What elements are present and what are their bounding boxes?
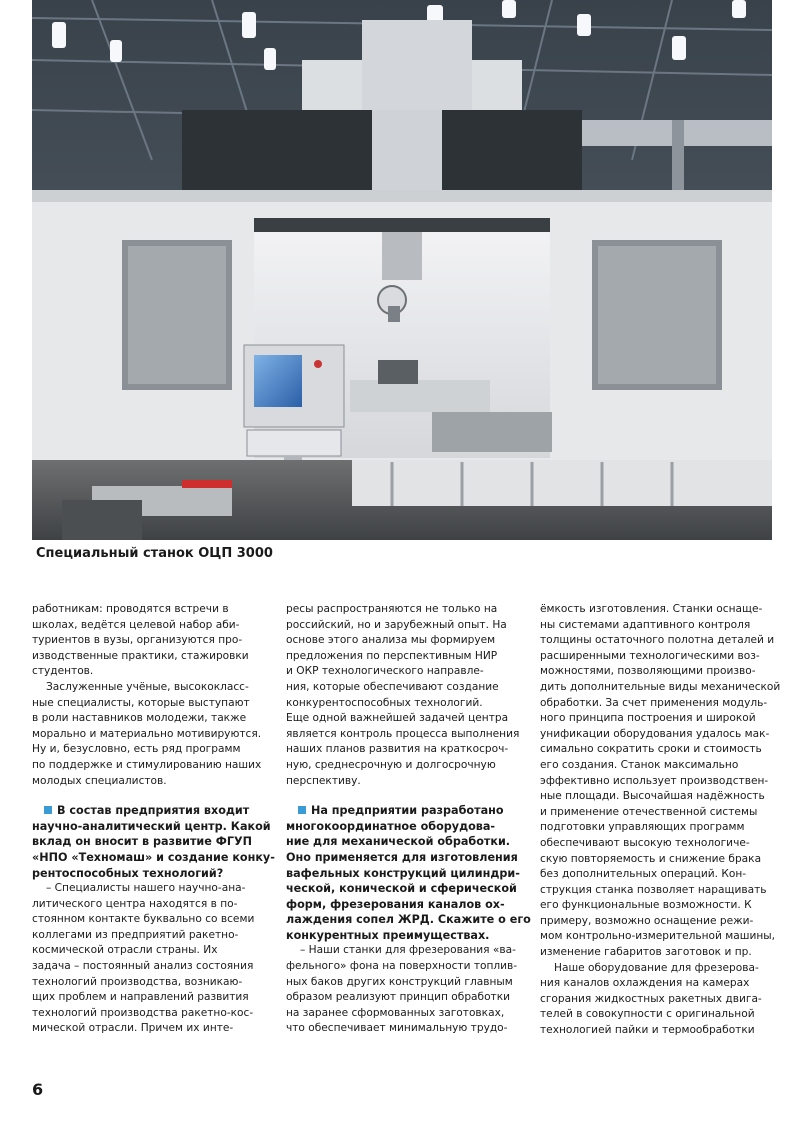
- question-line: ческой, конической и сферической: [286, 882, 517, 896]
- paragraph-gap: [32, 789, 252, 803]
- text-line: технологий производства, возникаю-: [32, 975, 243, 988]
- question-line: рентоспособных технологий?: [32, 866, 224, 880]
- square-bullet-icon: [44, 806, 52, 814]
- text-line: ную, среднесрочную и долгосрочную: [286, 758, 496, 771]
- question-line: [286, 803, 506, 819]
- text-line: космической отрасли страны. Их: [32, 944, 218, 957]
- text-line: ны системами адаптивного контроля: [540, 618, 751, 631]
- text-line: Наше оборудование для фрезерова-: [554, 961, 759, 974]
- machine-photo-illustration: [32, 0, 772, 540]
- text-line: его создания. Станок максимально: [540, 758, 739, 771]
- text-line: ных баков других конструкций главным: [286, 975, 513, 988]
- text-line: ного принципа построения и широкой: [540, 712, 756, 725]
- photo-caption: Специальный станок ОЦП 3000: [36, 546, 273, 561]
- text-line: основе этого анализа мы формируем: [286, 634, 496, 647]
- text-column-3: [540, 602, 781, 1039]
- text-line: работникам: проводятся встречи в: [32, 603, 229, 615]
- question-line: вафельных конструкций цилиндри-: [286, 866, 520, 880]
- text-line: толщины остаточного полотна деталей и: [540, 634, 775, 647]
- text-line: задача – постоянный анализ состояния: [32, 960, 254, 973]
- text-line: наших планов развития на краткосроч-: [286, 743, 509, 756]
- text-line: молодых специалистов.: [32, 774, 167, 787]
- text-line: ния, которые обеспечивают создание: [286, 680, 499, 693]
- text-column-1: [32, 602, 275, 1037]
- text-line: изменение габаритов заготовок и пр.: [540, 946, 752, 959]
- text-line: туриентов в вузы, организуются про-: [32, 634, 243, 647]
- page-number: 6: [32, 1080, 44, 1099]
- text-line: струкция станка позволяет наращивать: [540, 883, 767, 896]
- text-line: морально и материально мотивируются.: [32, 727, 262, 740]
- question-text: В состав предприятия входит: [57, 804, 250, 818]
- text-line: телей в совокупности с оригинальной: [540, 1008, 755, 1021]
- square-bullet-icon: [298, 806, 306, 814]
- question-line: конкурентных преимуществах.: [286, 928, 490, 942]
- question-line: форм, фрезерования каналов ох-: [286, 897, 505, 911]
- text-line: студентов.: [32, 665, 94, 678]
- text-line: ресы распространяются не только на: [286, 603, 498, 615]
- text-line: конкурентоспособных технологий.: [286, 696, 483, 709]
- question-line: Оно применяется для изготовления: [286, 850, 518, 864]
- text-line: Ну и, безусловно, есть ряд программ: [32, 743, 241, 756]
- text-line: литического центра находятся в по-: [32, 897, 238, 910]
- text-line: что обеспечивает минимальную трудо-: [286, 1022, 508, 1035]
- question-line: вклад он вносит в развитие ФГУП: [32, 835, 252, 849]
- text-line: обработки. За счет применения модуль-: [540, 696, 768, 709]
- question-line: [32, 803, 252, 819]
- text-line: можностями, позволяющими произво-: [540, 665, 756, 678]
- question-line: лаждения сопел ЖРД. Скажите о его: [286, 913, 531, 927]
- question-line: научно-аналитический центр. Какой: [32, 819, 271, 833]
- text-line: – Специалисты нашего научно-ана-: [46, 882, 246, 895]
- text-line: технологией пайки и термообработки: [540, 1024, 755, 1037]
- question-line: «НПО «Техномаш» и создание конку-: [32, 850, 275, 864]
- text-line: ные специалисты, которые выступают: [32, 696, 250, 709]
- text-line: Еще одной важнейшей задачей центра: [286, 712, 509, 725]
- text-column-2: [286, 602, 531, 1037]
- text-line: – Наши станки для фрезерования «ва-: [300, 944, 516, 957]
- text-line: без дополнительных операций. Кон-: [540, 868, 747, 881]
- text-line: ния каналов охлаждения на камерах: [540, 977, 750, 990]
- text-line: симально сократить сроки и стоимость: [540, 743, 762, 756]
- text-line: Заслуженные учёные, высококласс-: [46, 680, 249, 693]
- text-line: дить дополнительные виды механической: [540, 680, 781, 693]
- text-line: ёмкость изготовления. Станки оснаще-: [540, 603, 763, 615]
- text-line: перспективу.: [286, 774, 361, 787]
- machine-photo: [32, 0, 772, 540]
- text-line: изводственные практики, стажировки: [32, 649, 249, 662]
- text-line: и ОКР технологического направле-: [286, 665, 484, 678]
- text-line: в роли наставников молодежи, также: [32, 712, 247, 725]
- text-line: скую повторяемость и снижение брака: [540, 852, 762, 865]
- paragraph-gap: [286, 789, 506, 803]
- text-line: коллегами из предприятий ракетно-: [32, 928, 239, 941]
- text-line: образом реализуют принцип обработки: [286, 991, 511, 1004]
- text-line: по поддержке и стимулированию наших: [32, 758, 262, 771]
- question-line: многокоординатное оборудова-: [286, 819, 496, 833]
- text-line: мом контрольно-измерительной машины,: [540, 930, 775, 943]
- text-line: фельного» фона на поверхности топлив-: [286, 960, 518, 973]
- text-line: расширенными технологическими воз-: [540, 649, 760, 662]
- text-line: мической отрасли. Причем их инте-: [32, 1022, 234, 1035]
- text-line: щих проблем и направлений развития: [32, 991, 249, 1004]
- text-line: эффективно использует производствен-: [540, 774, 769, 787]
- text-line: и применение отечественной системы: [540, 805, 758, 818]
- text-line: школах, ведётся целевой набор аби-: [32, 618, 240, 631]
- text-line: примеру, возможно оснащение режи-: [540, 914, 754, 927]
- text-line: ные площади. Высочайшая надёжность: [540, 790, 765, 803]
- text-line: обеспечивают высокую технологиче-: [540, 836, 750, 849]
- text-line: сгорания жидкостных ракетных двига-: [540, 992, 762, 1005]
- text-line: предложения по перспективным НИР: [286, 649, 498, 662]
- text-line: на заранее сформованных заготовках,: [286, 1006, 505, 1019]
- text-line: его функциональные возможности. К: [540, 899, 752, 912]
- text-line: российский, но и зарубежный опыт. На: [286, 618, 507, 631]
- text-line: унификации оборудования удалось мак-: [540, 727, 770, 740]
- text-line: является контроль процесса выполнения: [286, 727, 520, 740]
- question-text: На предприятии разработано: [311, 804, 504, 818]
- question-line: ние для механической обработки.: [286, 835, 511, 849]
- text-line: подготовки управляющих программ: [540, 821, 745, 834]
- text-line: стоянном контакте буквально со всеми: [32, 913, 255, 926]
- text-line: технологий производства ракетно-кос-: [32, 1006, 254, 1019]
